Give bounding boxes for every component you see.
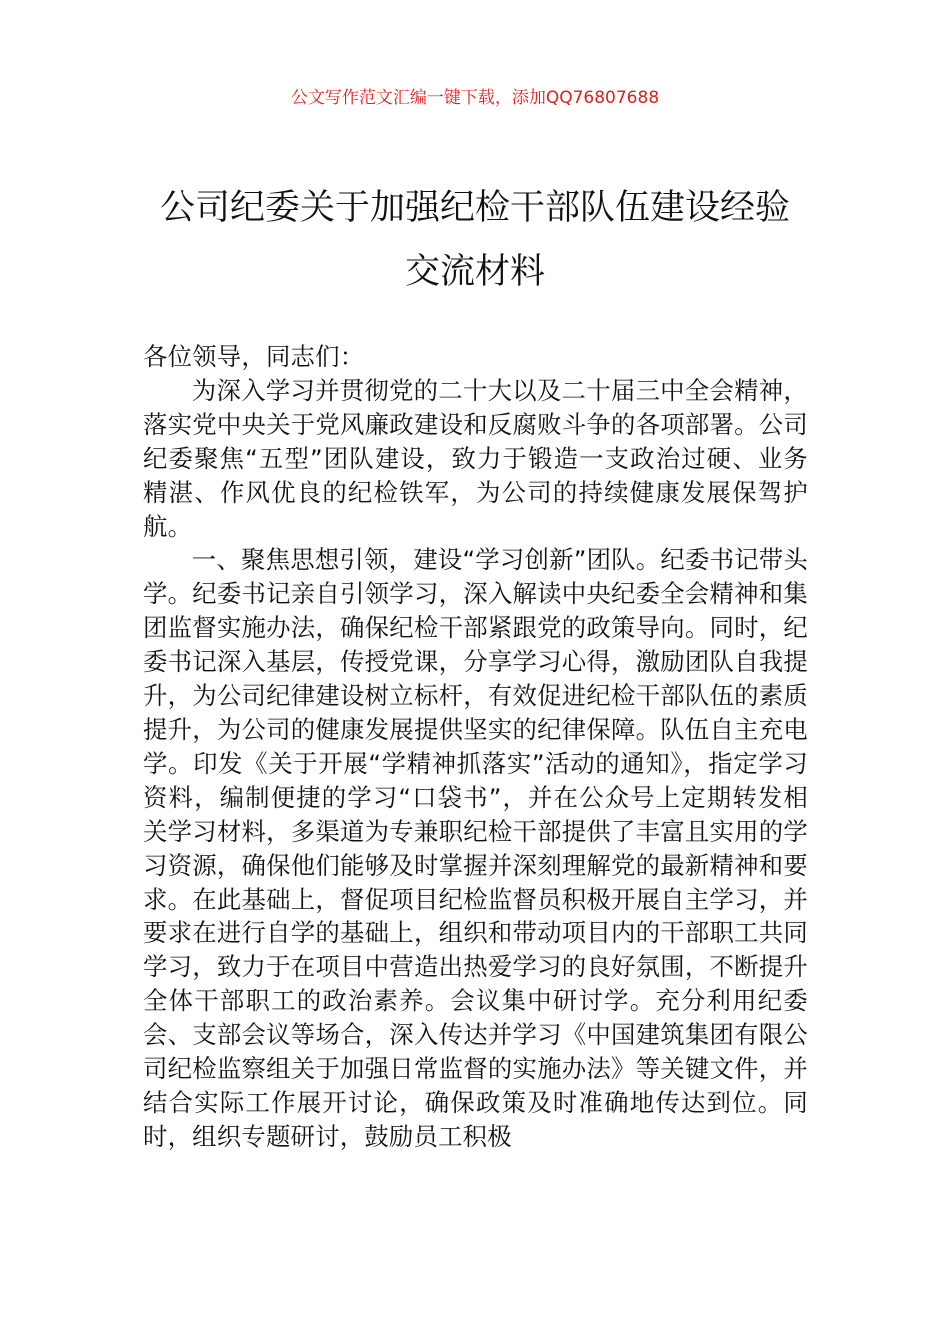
paragraph-section-1: 一、聚焦思想引领，建设“学习创新”团队。纪委书记带头学。纪委书记亲自引领学习，深入解读中央纪委全会精神和集团监督实施办法，确保纪检干部紧跟党的政策导向。同时，纪委书记深入基层，传授党课，分享学习心得，激励团队自我提升，为公司纪律建设树立标杆，有效促进纪检干部队伍的素质提升，为公司的健康发展提供坚实的纪律保障。队伍自主充电学。印发《关于开展“学精神抓落实”活动的通知》，指定学习资料，编制便捷的学习“口袋书”，并在公众号上定期转发相关学习材料，多渠道为专兼职纪检干部提供了丰富且实用的学习资源，确保他们能够及时掌握并深刻理解党的最新精神和要求。在此基础上，督促项目纪检监督员积极开展自主学习，并要求在进行自学的基础上，组织和带动项目内的干部职工共同学习，致力于在项目中营造出热爱学习的良好氛围，不断提升全体干部职工的政治素养。会议集中研讨学。充分利用纪委会、支部会议等场合，深入传达并学习《中国建筑集团有限公司纪检监察组关于加强日常监督的实施办法》等关键文件，并结合实际工作展开讨论，确保政策及时准确地传达到位。同时，组织专题研讨，鼓励员工积极 [143,545,808,1151]
download-notice: 公文写作范文汇编一键下载，添加QQ76807688 [290,88,660,108]
document-body [143,340,808,1154]
title-line-1: 公司纪委关于加强纪检干部队伍建设经验 [159,188,790,228]
paragraph-intro: 为深入学习并贯彻党的二十大以及二十届三中全会精神，落实党中央关于党风廉政建设和反腐败斗争的各项部署。公司纪委聚焦“五型”团队建设，致力于锻造一支政治过硬、业务精湛、作风优良的纪检铁军，为公司的持续健康发展保驾护航。 [143,375,808,541]
salutation: 各位领导，同志们： [143,342,365,371]
title-line-2: 交流材料 [404,252,545,292]
document-title [60,176,890,304]
